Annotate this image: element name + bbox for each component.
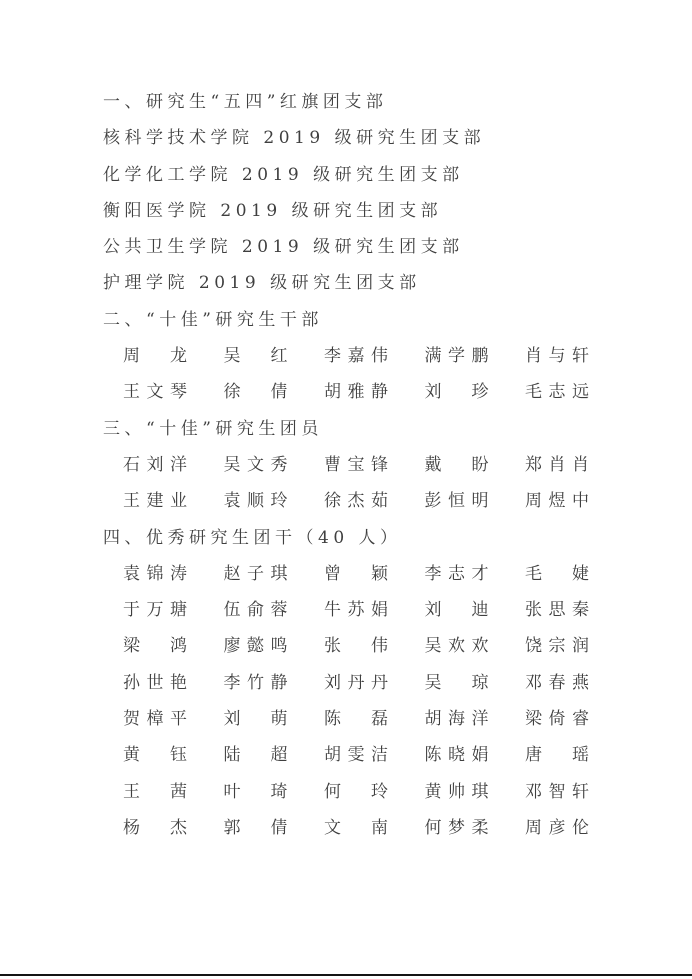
branch-line: 化学化工学院 2019 级研究生团支部: [103, 164, 464, 185]
name-cell: 何梦柔: [424, 817, 489, 838]
name-row: [123, 483, 589, 519]
branch-line: 公共卫生学院 2019 级研究生团支部: [103, 237, 464, 258]
name-row: [123, 338, 589, 374]
name-cell: 徐倩: [223, 382, 288, 403]
name-row: [123, 810, 589, 846]
name-cell: 陈磊: [324, 709, 388, 729]
name-row: [123, 556, 589, 592]
branch-line: 核科学技术学院 2019 级研究生团支部: [103, 128, 486, 149]
name-cell: 李志才: [424, 563, 489, 584]
branch-line: 护理学院 2019 级研究生团支部: [103, 273, 421, 294]
name-cell: 赵子琪: [223, 563, 288, 584]
name-cell: 王建业: [123, 491, 187, 512]
section-1-heading: 一、研究生“五四”红旗团支部: [103, 92, 388, 112]
name-cell: 牛苏娟: [324, 600, 388, 621]
name-cell: 吴琼: [424, 672, 489, 693]
name-cell: 刘迪: [424, 600, 489, 621]
name-row: [123, 592, 589, 628]
name-cell: 唐瑶: [525, 745, 589, 766]
section-2-heading: 二、“十佳”研究生干部: [103, 309, 323, 330]
name-cell: 王茜: [123, 781, 187, 802]
name-cell: 毛婕: [525, 563, 589, 584]
name-cell: 石刘洋: [123, 454, 187, 475]
name-cell: 贺樟平: [123, 709, 187, 729]
name-cell: 袁顺玲: [223, 491, 288, 512]
name-row: [123, 374, 589, 410]
name-cell: 伍俞蓉: [223, 600, 288, 621]
name-cell: 曾颖: [324, 563, 388, 584]
name-cell: 刘萌: [223, 709, 288, 729]
name-cell: 张伟: [324, 636, 388, 657]
name-cell: 周彦伦: [525, 817, 589, 838]
name-cell: 袁锦涛: [123, 563, 187, 584]
name-cell: 邓春燕: [525, 672, 589, 693]
name-cell: 胡海洋: [424, 709, 489, 729]
name-cell: 王文琴: [123, 382, 187, 403]
name-cell: 黄帅琪: [424, 781, 489, 802]
name-cell: 叶琦: [223, 781, 288, 802]
name-row: [123, 701, 589, 737]
name-cell: 文南: [324, 817, 388, 838]
name-cell: 戴盼: [424, 454, 489, 475]
name-cell: 郭倩: [223, 817, 288, 838]
section-4-heading: 四、优秀研究生团干（40 人）: [103, 527, 402, 548]
name-cell: 毛志远: [525, 382, 589, 403]
name-cell: 廖懿鸣: [223, 636, 288, 657]
name-cell: 郑肖肖: [525, 454, 589, 475]
name-cell: 周煜中: [525, 491, 589, 512]
name-cell: 吴文秀: [223, 454, 288, 475]
name-cell: 曹宝锋: [324, 454, 388, 475]
name-cell: 满学鹏: [424, 346, 489, 367]
name-row: [123, 447, 589, 483]
name-cell: 刘丹丹: [324, 672, 388, 693]
name-cell: 邓智轩: [525, 781, 589, 802]
name-cell: 梁倚睿: [525, 709, 589, 729]
name-cell: 胡雯洁: [324, 745, 388, 766]
name-cell: 周龙: [123, 346, 187, 367]
name-cell: 何玲: [324, 781, 388, 802]
name-cell: 彭恒明: [424, 491, 489, 512]
name-cell: 陈晓娟: [424, 745, 489, 766]
name-cell: 陆超: [223, 745, 288, 766]
name-cell: 杨杰: [123, 817, 187, 838]
name-cell: 李竹静: [223, 672, 288, 693]
name-cell: 肖与轩: [525, 346, 589, 367]
name-row: [123, 774, 589, 810]
name-cell: 于万瑭: [123, 600, 187, 621]
name-cell: 张思秦: [525, 600, 589, 621]
name-cell: 刘珍: [424, 382, 489, 403]
branch-line: 衡阳医学院 2019 级研究生团支部: [103, 200, 443, 221]
name-cell: 梁鸿: [123, 636, 187, 657]
page-bottom-rule: [0, 974, 692, 976]
section-3-heading: 三、“十佳”研究生团员: [103, 418, 323, 439]
name-cell: 饶宗润: [525, 636, 589, 657]
name-cell: 李嘉伟: [324, 346, 388, 367]
name-cell: 吴红: [223, 346, 288, 367]
name-row: [123, 628, 589, 664]
name-row: [123, 737, 589, 773]
name-cell: 孙世艳: [123, 672, 187, 693]
name-row: [123, 665, 589, 701]
name-cell: 吴欢欢: [424, 636, 489, 657]
name-cell: 徐杰茹: [324, 491, 388, 512]
name-cell: 黄钰: [123, 745, 187, 766]
name-cell: 胡雅静: [324, 382, 388, 403]
